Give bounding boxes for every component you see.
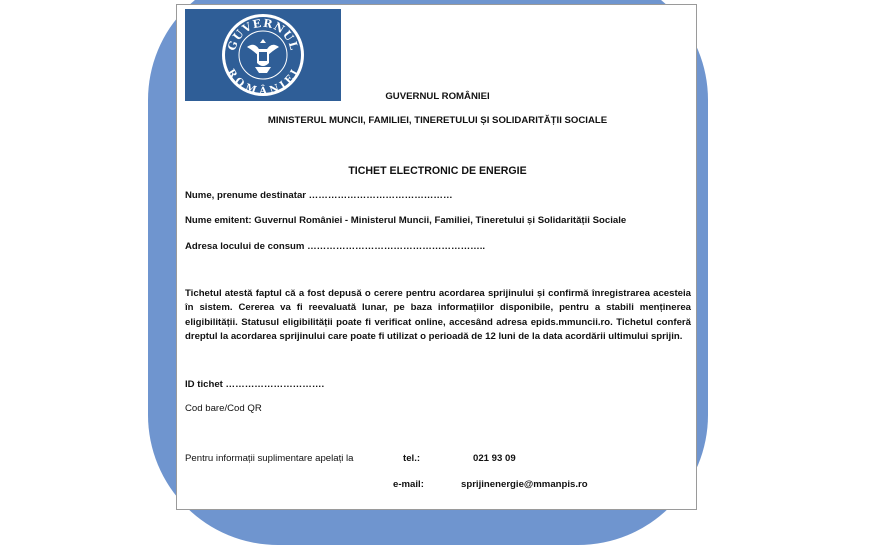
tel-value: 021 93 09 bbox=[473, 453, 516, 464]
ticket-id-field: ID tichet …………………………. bbox=[185, 379, 325, 390]
government-logo bbox=[185, 9, 341, 101]
consumption-address-field: Adresa locului de consum ……………………………………………….. bbox=[185, 241, 486, 252]
romania-coat-of-arms-icon bbox=[185, 9, 341, 101]
email-label: e-mail: bbox=[393, 479, 424, 490]
barcode-label: Cod bare/Cod QR bbox=[185, 403, 262, 414]
email-value: sprijinenergie@mmanpis.ro bbox=[461, 479, 588, 490]
logo-text-top: GUVERNUL bbox=[225, 16, 301, 53]
issuer-field: Nume emitent: Guvernul României - Ministerul Muncii, Familiei, Tineretului și Solidarității Sociale bbox=[185, 215, 627, 226]
ministry-heading: MINISTERUL MUNCII, FAMILIEI, TINERETULUI ȘI SOLIDARITĂȚII SOCIALE bbox=[267, 115, 608, 126]
logo-text-bottom: ROMÂNIEI bbox=[224, 67, 302, 98]
document-title: TICHET ELECTRONIC DE ENERGIE bbox=[348, 165, 527, 177]
recipient-name-field: Nume, prenume destinatar ……………………………………… bbox=[185, 190, 453, 201]
energy-ticket-document bbox=[176, 4, 697, 510]
government-heading: GUVERNUL ROMÂNIEI bbox=[385, 91, 490, 102]
info-label: Pentru informații suplimentare apelați la bbox=[185, 453, 354, 464]
ticket-description-paragraph: Tichetul atestă faptul că a fost depusă o cerere pentru acordarea sprijinului și confirmă înregistrarea acesteia în sistem. Cererea va fi reevaluată lunar, pe baza informațiilor disponibile, pentru a stabili menținerea eligibilității. Statusul eligibilității poate fi verificat online, accesând adresa epids.mmuncii.ro. Tichetul conferă dreptul la acordarea sprijinului care poate fi utilizat o perioadă de 12 luni de la data acordării ultimului sprijin. bbox=[185, 288, 691, 342]
tel-label: tel.: bbox=[403, 453, 421, 464]
